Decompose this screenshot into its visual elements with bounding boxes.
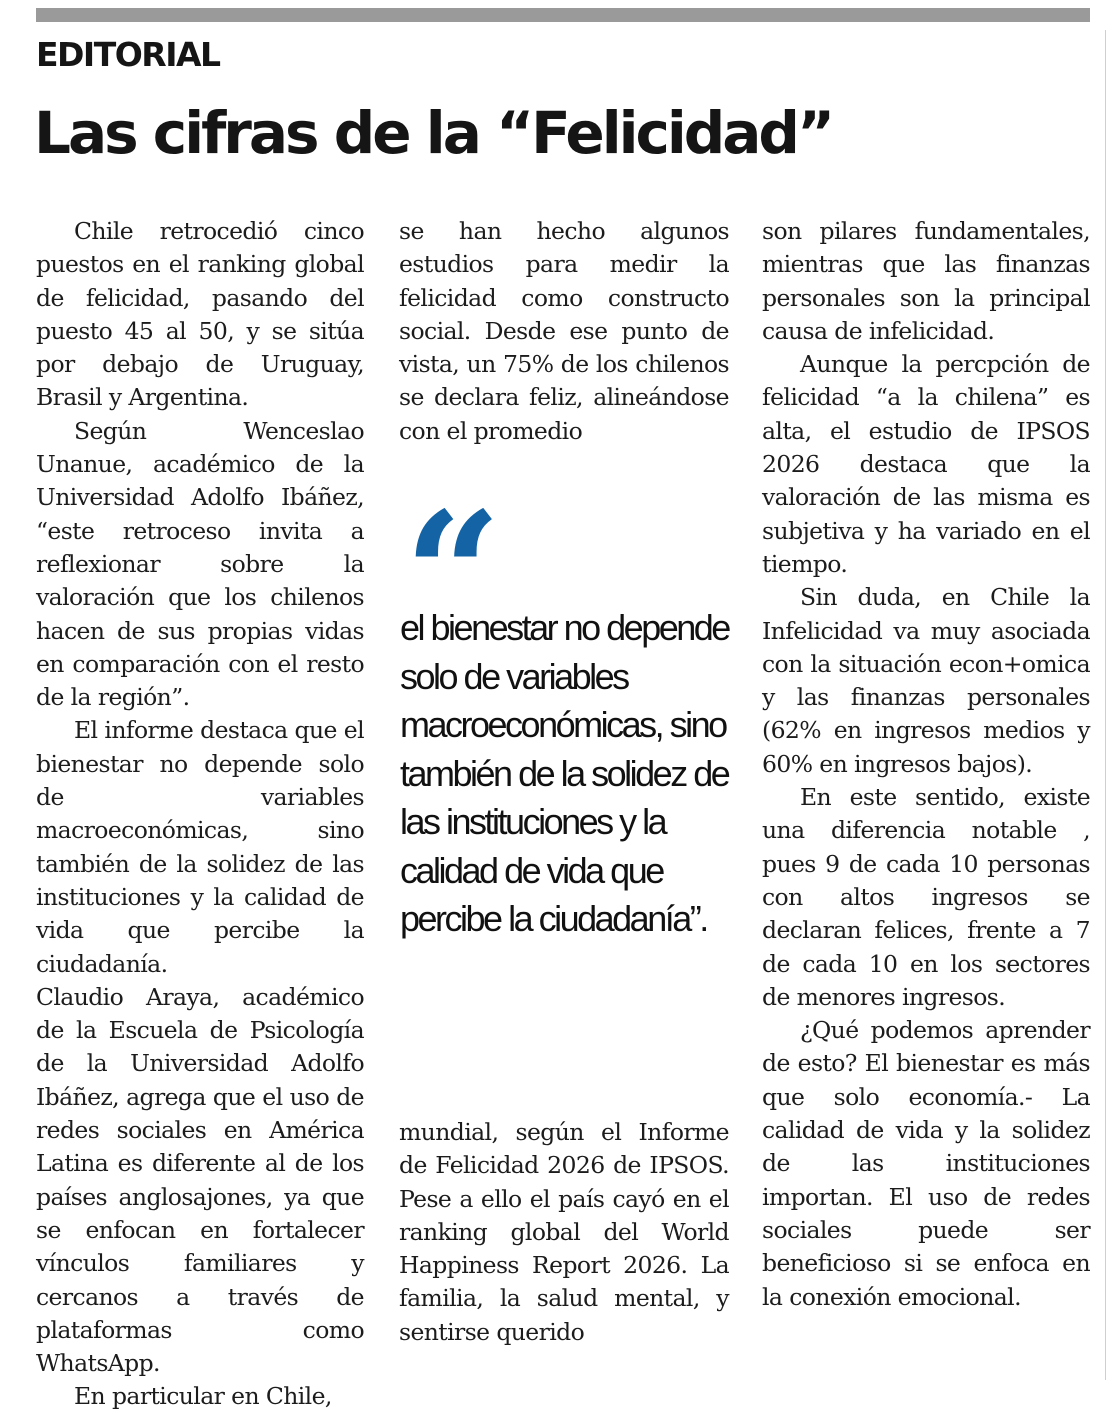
paragraph: Chile retrocedió cinco puestos en el ranking global de felicidad, pasando del puesto 45 al 50, y se sitúa por debajo de Uruguay, Brasil y Argentina. bbox=[36, 217, 364, 412]
paragraph: En este sentido, existe una diferencia notable , pues 9 de cada 10 personas con altos ingresos se declaran felices, frente a 7 de cada 10 en los sectores de menores ingresos. bbox=[762, 783, 1090, 1011]
section-label: EDITORIAL bbox=[36, 35, 220, 74]
paragraph: En particular en Chile, bbox=[74, 1382, 332, 1411]
article-column-2-bottom bbox=[399, 1116, 729, 1349]
paragraph: El informe destaca que el bienestar no depende solo de variables macroeconómicas, sino también de la solidez de las instituciones y la calidad de vida que percibe la ciudadanía. bbox=[36, 716, 364, 978]
quote-mark-icon: “ bbox=[404, 475, 502, 675]
paragraph: se han hecho algunos estudios para medir la felicidad como constructo social. Desde ese punto de vista, un 75% de los chilenos se declara feliz, alineándose con el promedio bbox=[399, 217, 729, 445]
headline: Las cifras de la “Felicidad” bbox=[34, 99, 833, 167]
paragraph: Aunque la percpción de felicidad “a la chilena” es alta, el estudio de IPSOS 2026 destaca que la valoración de las misma es subjetiva y ha variado en el tiempo. bbox=[762, 350, 1090, 578]
page-edge-rule bbox=[1105, 30, 1106, 1380]
paragraph: Según Wenceslao Unanue, académico de la Universidad Adolfo Ibáñez, “este retroceso invita a reflexionar sobre la valoración que los chilenos hacen de sus propias vidas en comparación con el resto de la región”. bbox=[36, 416, 364, 712]
article-column-3 bbox=[762, 215, 1090, 1314]
top-rule bbox=[36, 8, 1090, 22]
paragraph: son pilares fundamentales, mientras que las finanzas personales son la principal causa de infelicidad. bbox=[762, 217, 1090, 345]
article-column-2-top bbox=[399, 215, 729, 448]
paragraph: Sin duda, en Chile la Infelicidad va muy asociada con la situación econ+omica y las finanzas personales (62% en ingresos medios y 60% en ingresos bajos). bbox=[762, 583, 1090, 778]
pull-quote: el bienestar no depende solo de variables macroeconómicas, sino también de la solidez de las instituciones y la calidad de vida que percibe la ciudadanía”. bbox=[400, 607, 729, 939]
article-column-1 bbox=[36, 215, 364, 1414]
paragraph: Claudio Araya, académico de la Escuela de Psicología de la Universidad Adolfo Ibáñez, agrega que el uso de redes sociales en América Latina es diferente al de los países anglosajones, ya que se enfocan en fortalecer vínculos familiares y cercanos a través de plataformas como WhatsApp. bbox=[36, 982, 364, 1378]
paragraph: mundial, según el Informe de Felicidad 2026 de IPSOS. Pese a ello el país cayó en el ranking global del World Happiness Report 2026. La familia, la salud mental, y sentirse querido bbox=[399, 1118, 729, 1346]
paragraph: ¿Qué podemos aprender de esto? El bienestar es más que solo economía.- La calidad de vida y la solidez de las instituciones importan. El uso de redes sociales puede ser beneficioso si se enfoca en la conexión emocional. bbox=[762, 1016, 1090, 1311]
